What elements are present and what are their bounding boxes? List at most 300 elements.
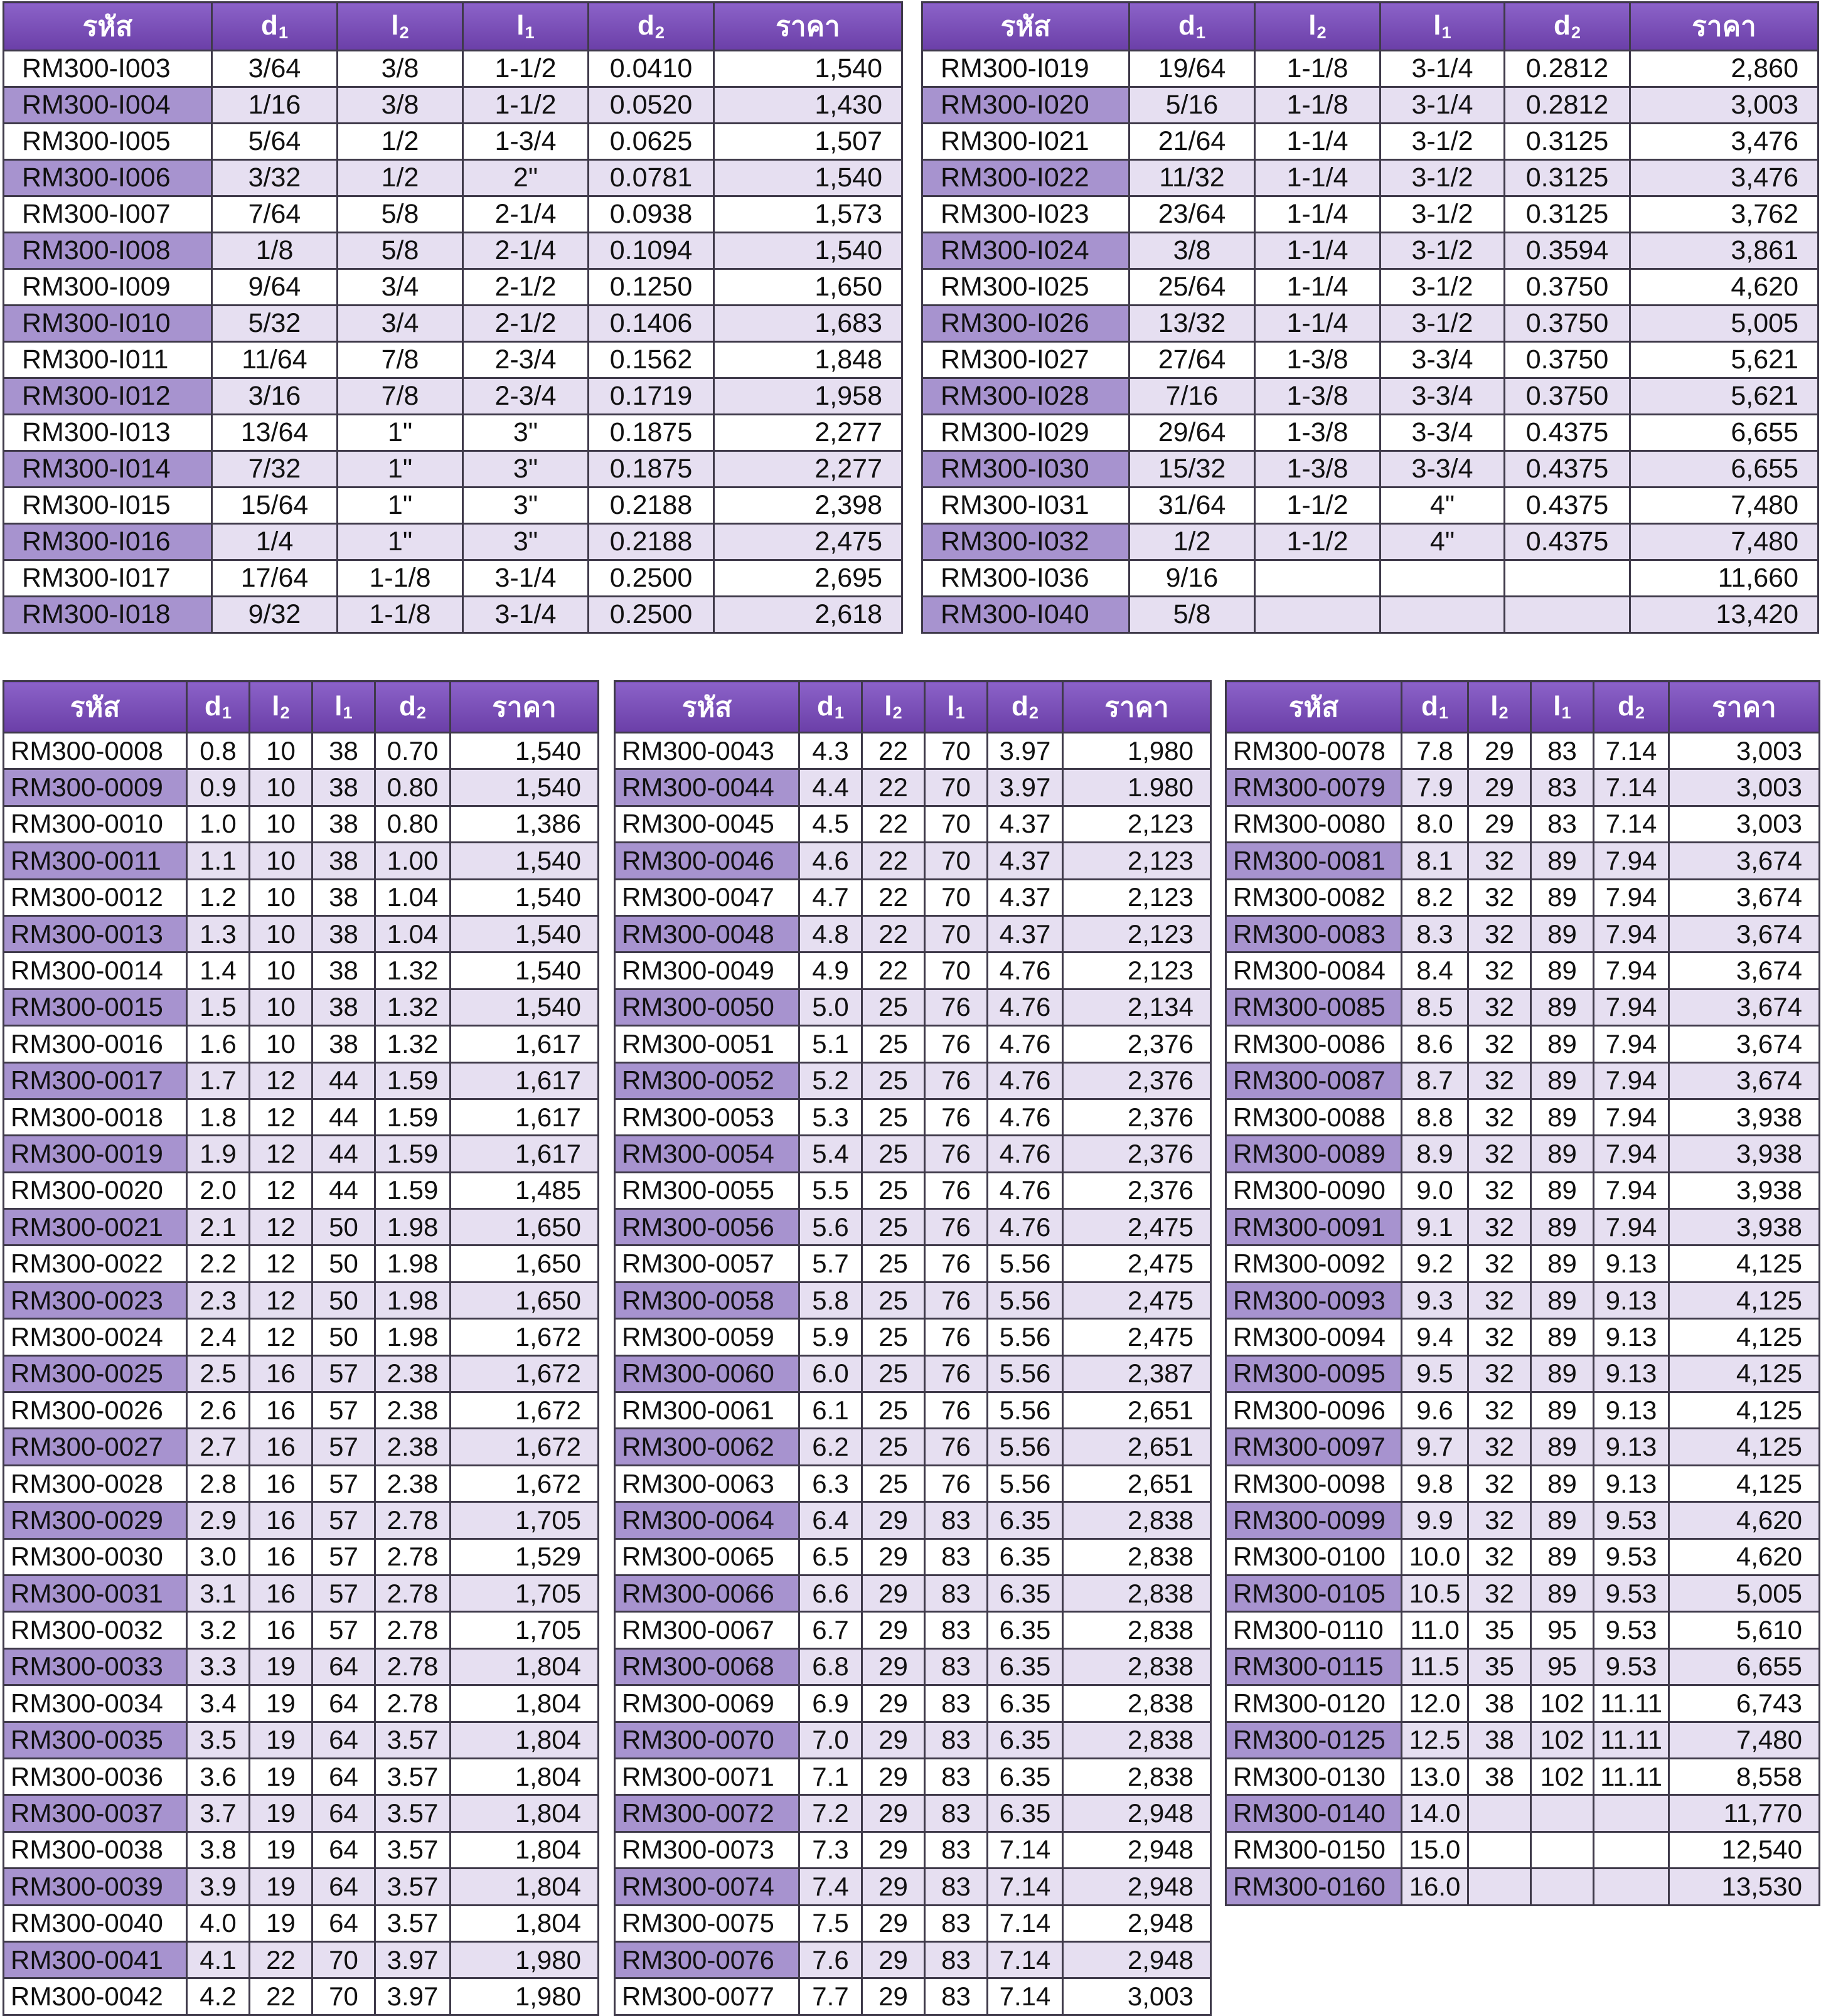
cell-d1: 5.5 [799,1172,862,1208]
cell-d1: 10.5 [1402,1575,1468,1611]
cell-code: RM300-0098 [1226,1465,1402,1501]
table-row [615,1685,1211,1722]
cell-l1: 76 [925,1319,988,1355]
table-row [4,1099,599,1135]
cell-code: RM300-0100 [1226,1539,1402,1575]
cell-l2: 29 [862,1685,925,1722]
table-row [4,989,599,1025]
column-header-label: รหัส [70,691,120,723]
cell-l2: 12 [250,1282,312,1318]
cell-l1: 70 [925,843,988,879]
cell-d1: 3.9 [187,1869,250,1905]
cell-l1: 70 [312,1941,375,1978]
cell-code: RM300-I036 [922,560,1129,597]
table-row [1226,1795,1820,1832]
table-row [4,560,902,597]
cell-code: RM300-0085 [1226,989,1402,1025]
cell-price: 2,838 [1063,1575,1211,1611]
cell-code: RM300-0041 [4,1941,187,1978]
cell-price: 2,376 [1063,1172,1211,1208]
cell-price: 1,540 [714,51,902,87]
column-header-label: l [1490,690,1498,722]
table-row [4,1026,599,1062]
cell-l1: 2-3/4 [463,378,589,415]
column-header-subscript: 1 [1441,22,1451,42]
column-header-d2 [589,3,714,51]
cell-d2: 3.97 [375,1941,451,1978]
cell-l1: 38 [312,806,375,842]
table-row [615,1062,1211,1099]
cell-l2: 10 [250,1026,312,1062]
cell-l1: 38 [312,952,375,989]
table-row [615,1355,1211,1392]
cell-code: RM300-0016 [4,1026,187,1062]
cell-l2: 29 [1468,769,1531,806]
table-row [1226,1575,1820,1611]
cell-l1: 89 [1531,1575,1594,1611]
cell-d2: 3.97 [988,769,1063,806]
cell-l2: 32 [1468,1355,1531,1392]
cell-code: RM300-0073 [615,1832,799,1868]
table-row [4,1209,599,1245]
cell-price: 2,475 [1063,1319,1211,1355]
cell-code: RM300-0087 [1226,1062,1402,1099]
cell-code: RM300-I008 [4,233,212,269]
cell-l2: 32 [1468,915,1531,952]
table-row [4,843,599,879]
cell-l1: 102 [1531,1722,1594,1758]
cell-d2: 0.1406 [589,306,714,342]
cell-l2: 1-1/8 [1255,87,1380,124]
cell-price: 1,540 [451,769,599,806]
cell-d2: 0.3594 [1505,233,1630,269]
cell-price: 3,674 [1669,843,1820,879]
cell-price: 2,475 [714,524,902,560]
cell-d1: 4.3 [799,733,862,769]
table-row [4,952,599,989]
cell-d2: 0.4375 [1505,488,1630,524]
cell-l2: 35 [1468,1648,1531,1685]
cell-d2: 1.04 [375,879,451,915]
cell-l2: 32 [1468,989,1531,1025]
cell-code: RM300-0052 [615,1062,799,1099]
cell-l2: 22 [862,806,925,842]
table-row [615,733,1211,769]
cell-l2: 19 [250,1648,312,1685]
cell-l1: 57 [312,1429,375,1465]
table-header-row [615,681,1211,733]
cell-l2: 1-1/8 [338,560,463,597]
cell-code: RM300-I005 [4,124,212,160]
cell-code: RM300-0012 [4,879,187,915]
cell-d2: 1.32 [375,1026,451,1062]
cell-price: 3,762 [1630,196,1818,233]
table-row [1226,1392,1820,1429]
cell-l1: 89 [1531,1319,1594,1355]
cell-d2: 7.94 [1594,879,1669,915]
table-row [615,1136,1211,1172]
cell-l2: 19 [250,1869,312,1905]
table-row [1226,1355,1820,1392]
table-row [615,1539,1211,1575]
cell-d2: 1.04 [375,915,451,952]
cell-price: 12,540 [1669,1832,1820,1868]
cell-d2: 0.4375 [1505,415,1630,451]
cell-d2: 6.35 [988,1539,1063,1575]
cell-l2: 16 [250,1465,312,1501]
cell-code: RM300-0125 [1226,1722,1402,1758]
cell-d2: 6.35 [988,1795,1063,1832]
cell-d1: 14.0 [1402,1795,1468,1832]
table-row [4,415,902,451]
cell-d1: 4.6 [799,843,862,879]
cell-d2: 0.4375 [1505,524,1630,560]
column-header-subscript: 2 [1635,703,1645,723]
cell-d1: 7.1 [799,1758,862,1795]
cell-l2: 5/8 [338,233,463,269]
cell-code: RM300-I028 [922,378,1129,415]
cell-price: 3,003 [1630,87,1818,124]
cell-l1: 57 [312,1575,375,1611]
table-row [922,451,1818,488]
cell-l1: 38 [312,879,375,915]
table-row [615,1392,1211,1429]
cell-l2: 7/8 [338,378,463,415]
column-header-l1 [1380,3,1505,51]
column-header-l1 [463,3,589,51]
cell-price: 2,376 [1063,1026,1211,1062]
cell-d1: 5/64 [212,124,338,160]
cell-l1: 64 [312,1722,375,1758]
column-header-price [1063,681,1211,733]
cell-l1: 89 [1531,1209,1594,1245]
cell-code: RM300-0092 [1226,1245,1402,1282]
cell-l1: 89 [1531,1026,1594,1062]
cell-d1: 9.7 [1402,1429,1468,1465]
cell-d2: 0.1875 [589,415,714,451]
column-header-price [1669,681,1820,733]
cell-d2: 11.11 [1594,1722,1669,1758]
table-row [4,1869,599,1905]
cell-code: RM300-0096 [1226,1392,1402,1429]
cell-l2: 25 [862,1465,925,1501]
cell-d1: 5.9 [799,1319,862,1355]
cell-l1: 76 [925,1062,988,1099]
cell-price: 1,650 [714,269,902,306]
cell-d2: 7.14 [1594,733,1669,769]
table-row [615,1429,1211,1465]
cell-l1: 70 [925,806,988,842]
table-row [4,451,902,488]
cell-d1: 0.9 [187,769,250,806]
table-row [922,196,1818,233]
cell-l2: 32 [1468,952,1531,989]
cell-l1 [1531,1832,1594,1868]
column-header-subscript: 1 [1561,703,1571,723]
cell-l1: 1-1/2 [463,51,589,87]
cell-l1: 83 [925,1575,988,1611]
cell-l2: 25 [862,1355,925,1392]
cell-d1: 7.7 [799,1978,862,2015]
cell-l1: 38 [312,769,375,806]
column-header-label: d [816,690,834,722]
cell-code: RM300-0150 [1226,1832,1402,1868]
cell-d2: 7.14 [1594,806,1669,842]
table-row [1226,1282,1820,1318]
cell-code: RM300-I019 [922,51,1129,87]
cell-l1: 83 [925,1722,988,1758]
column-header-subscript: 2 [654,22,665,42]
cell-code: RM300-I014 [4,451,212,488]
cell-code: RM300-0091 [1226,1209,1402,1245]
cell-d2: 9.13 [1594,1429,1669,1465]
cell-d2: 9.13 [1594,1319,1669,1355]
table-row [615,1795,1211,1832]
cell-l2: 32 [1468,1172,1531,1208]
cell-code: RM300-I031 [922,488,1129,524]
cell-l2: 1-1/4 [1255,306,1380,342]
cell-d1: 6.2 [799,1429,862,1465]
cell-l1: 76 [925,1172,988,1208]
cell-code: RM300-0130 [1226,1758,1402,1795]
cell-d1: 5/16 [1129,87,1255,124]
cell-d1: 1.3 [187,915,250,952]
cell-d1: 29/64 [1129,415,1255,451]
cell-code: RM300-I022 [922,160,1129,196]
cell-d2: 0.0410 [589,51,714,87]
cell-d1: 13/64 [212,415,338,451]
cell-l1: 1-3/4 [463,124,589,160]
cell-l2 [1255,597,1380,633]
cell-l1: 102 [1531,1685,1594,1722]
cell-d2: 9.53 [1594,1648,1669,1685]
table-row [1226,1319,1820,1355]
cell-l1: 3-1/4 [463,560,589,597]
cell-code: RM300-0081 [1226,843,1402,879]
cell-d2: 9.53 [1594,1539,1669,1575]
cell-l2: 1-3/8 [1255,415,1380,451]
cell-price: 3,938 [1669,1172,1820,1208]
cell-code: RM300-0014 [4,952,187,989]
table-row [4,124,902,160]
cell-l1: 4" [1380,488,1505,524]
cell-l2 [1468,1832,1531,1868]
column-header-label: d [1421,690,1438,722]
cell-l2: 5/8 [338,196,463,233]
table-row [615,1209,1211,1245]
cell-code: RM300-0040 [4,1905,187,1941]
cell-l2: 12 [250,1245,312,1282]
cell-d1: 6.7 [799,1612,862,1648]
cell-price: 2,838 [1063,1539,1211,1575]
table-row [1226,1758,1820,1795]
cell-d1: 3.2 [187,1612,250,1648]
cell-l1: 3" [463,488,589,524]
table-row [922,488,1818,524]
cell-d1: 11/32 [1129,160,1255,196]
cell-d1: 9.9 [1402,1502,1468,1539]
cell-code: RM300-I007 [4,196,212,233]
cell-d1: 8.8 [1402,1099,1468,1135]
cell-l1: 83 [925,1648,988,1685]
cell-price: 3,003 [1063,1978,1211,2015]
cell-price: 2,948 [1063,1832,1211,1868]
table-row [4,1539,599,1575]
cell-l1: 83 [925,1978,988,2015]
column-header-label: l [1553,690,1561,722]
column-header-subscript: 2 [1498,703,1509,723]
cell-price: 1,540 [451,879,599,915]
cell-d1: 7.3 [799,1832,862,1868]
cell-l1: 50 [312,1245,375,1282]
column-header-label: l [272,690,280,722]
column-header-subscript: 1 [834,703,845,723]
column-header-label: l [516,10,525,41]
cell-d1: 2.9 [187,1502,250,1539]
cell-code: RM300-0072 [615,1795,799,1832]
table-row [615,1319,1211,1355]
cell-l1: 70 [312,1978,375,2015]
cell-d2: 0.1562 [589,342,714,378]
cell-l2 [1468,1795,1531,1832]
cell-code: RM300-0140 [1226,1795,1402,1832]
cell-l2: 32 [1468,1136,1531,1172]
cell-l1: 89 [1531,1099,1594,1135]
cell-l1: 38 [312,989,375,1025]
cell-d2: 0.3750 [1505,342,1630,378]
cell-price: 2,838 [1063,1758,1211,1795]
cell-price: 4,125 [1669,1282,1820,1318]
cell-d1: 1.5 [187,989,250,1025]
cell-price: 2,860 [1630,51,1818,87]
table-row [922,597,1818,633]
table-row [922,124,1818,160]
table-row [615,1245,1211,1282]
cell-d1: 4.4 [799,769,862,806]
cell-d1: 5.8 [799,1282,862,1318]
cell-price: 1,672 [451,1319,599,1355]
cell-l2: 7/8 [338,342,463,378]
cell-code: RM300-0008 [4,733,187,769]
cell-d1: 12.5 [1402,1722,1468,1758]
cell-d1: 1/16 [212,87,338,124]
cell-d2: 6.35 [988,1648,1063,1685]
cell-l1: 76 [925,1245,988,1282]
table-row [1226,1612,1820,1648]
cell-l2: 1-1/4 [1255,269,1380,306]
cell-l1: 89 [1531,1429,1594,1465]
cell-d1: 10.0 [1402,1539,1468,1575]
cell-l1: 3-3/4 [1380,378,1505,415]
cell-code: RM300-0064 [615,1502,799,1539]
cell-d2: 9.13 [1594,1245,1669,1282]
cell-d1: 16.0 [1402,1869,1468,1905]
column-header-l2 [1468,681,1531,733]
column-header-d1 [1129,3,1255,51]
column-header-subscript: 1 [1195,22,1206,42]
cell-l2: 1" [338,524,463,560]
cell-d2: 4.76 [988,1136,1063,1172]
cell-d2: 5.56 [988,1245,1063,1282]
cell-price: 6,655 [1630,451,1818,488]
cell-l1 [1380,560,1505,597]
price-table-inch-2 [921,1,1819,634]
cell-price: 1,672 [451,1392,599,1429]
cell-d2: 7.94 [1594,843,1669,879]
cell-d2 [1505,560,1630,597]
cell-l2: 29 [862,1575,925,1611]
cell-d1: 3/32 [212,160,338,196]
cell-code: RM300-0059 [615,1319,799,1355]
cell-d2: 7.94 [1594,1026,1669,1062]
cell-l1: 83 [925,1685,988,1722]
cell-l1: 95 [1531,1612,1594,1648]
column-header-price [451,681,599,733]
cell-price: 13,530 [1669,1869,1820,1905]
table-row [1226,1429,1820,1465]
cell-price: 4,125 [1669,1319,1820,1355]
table-row [4,87,902,124]
cell-price: 1,540 [714,233,902,269]
cell-l2: 32 [1468,1026,1531,1062]
cell-l1: 83 [1531,806,1594,842]
table-row [4,1136,599,1172]
cell-d2: 7.94 [1594,1209,1669,1245]
cell-l1: 57 [312,1465,375,1501]
cell-l2: 22 [250,1941,312,1978]
cell-price: 5,621 [1630,378,1818,415]
cell-price: 3,003 [1669,769,1820,806]
cell-d2: 5.56 [988,1429,1063,1465]
cell-l2: 10 [250,879,312,915]
cell-d1: 4.9 [799,952,862,989]
cell-d2: 0.3125 [1505,124,1630,160]
cell-code: RM300-0010 [4,806,187,842]
cell-code: RM300-0063 [615,1465,799,1501]
cell-l1: 57 [312,1612,375,1648]
cell-l2: 16 [250,1502,312,1539]
cell-l2: 25 [862,1282,925,1318]
cell-d1: 25/64 [1129,269,1255,306]
cell-l1: 3-1/2 [1380,306,1505,342]
cell-d1: 3/8 [1129,233,1255,269]
cell-code: RM300-0053 [615,1099,799,1135]
column-header-label: d [398,690,416,722]
cell-l2: 38 [1468,1758,1531,1795]
cell-l1: 64 [312,1869,375,1905]
cell-l1: 76 [925,1355,988,1392]
cell-price: 5,610 [1669,1612,1820,1648]
cell-l2: 29 [862,1758,925,1795]
cell-price: 3,674 [1669,879,1820,915]
table-row [615,1648,1211,1685]
cell-l2: 25 [862,1136,925,1172]
table-row [1226,769,1820,806]
cell-price: 4,620 [1669,1502,1820,1539]
column-header-code [4,681,187,733]
cell-d1: 17/64 [212,560,338,597]
cell-price: 2,123 [1063,879,1211,915]
cell-l1: 64 [312,1905,375,1941]
cell-d2: 7.94 [1594,1172,1669,1208]
cell-l1: 89 [1531,1392,1594,1429]
cell-code: RM300-0039 [4,1869,187,1905]
table-row [615,1869,1211,1905]
cell-d2: 11.11 [1594,1685,1669,1722]
cell-code: RM300-0020 [4,1172,187,1208]
cell-l2: 16 [250,1612,312,1648]
cell-code: RM300-0046 [615,843,799,879]
